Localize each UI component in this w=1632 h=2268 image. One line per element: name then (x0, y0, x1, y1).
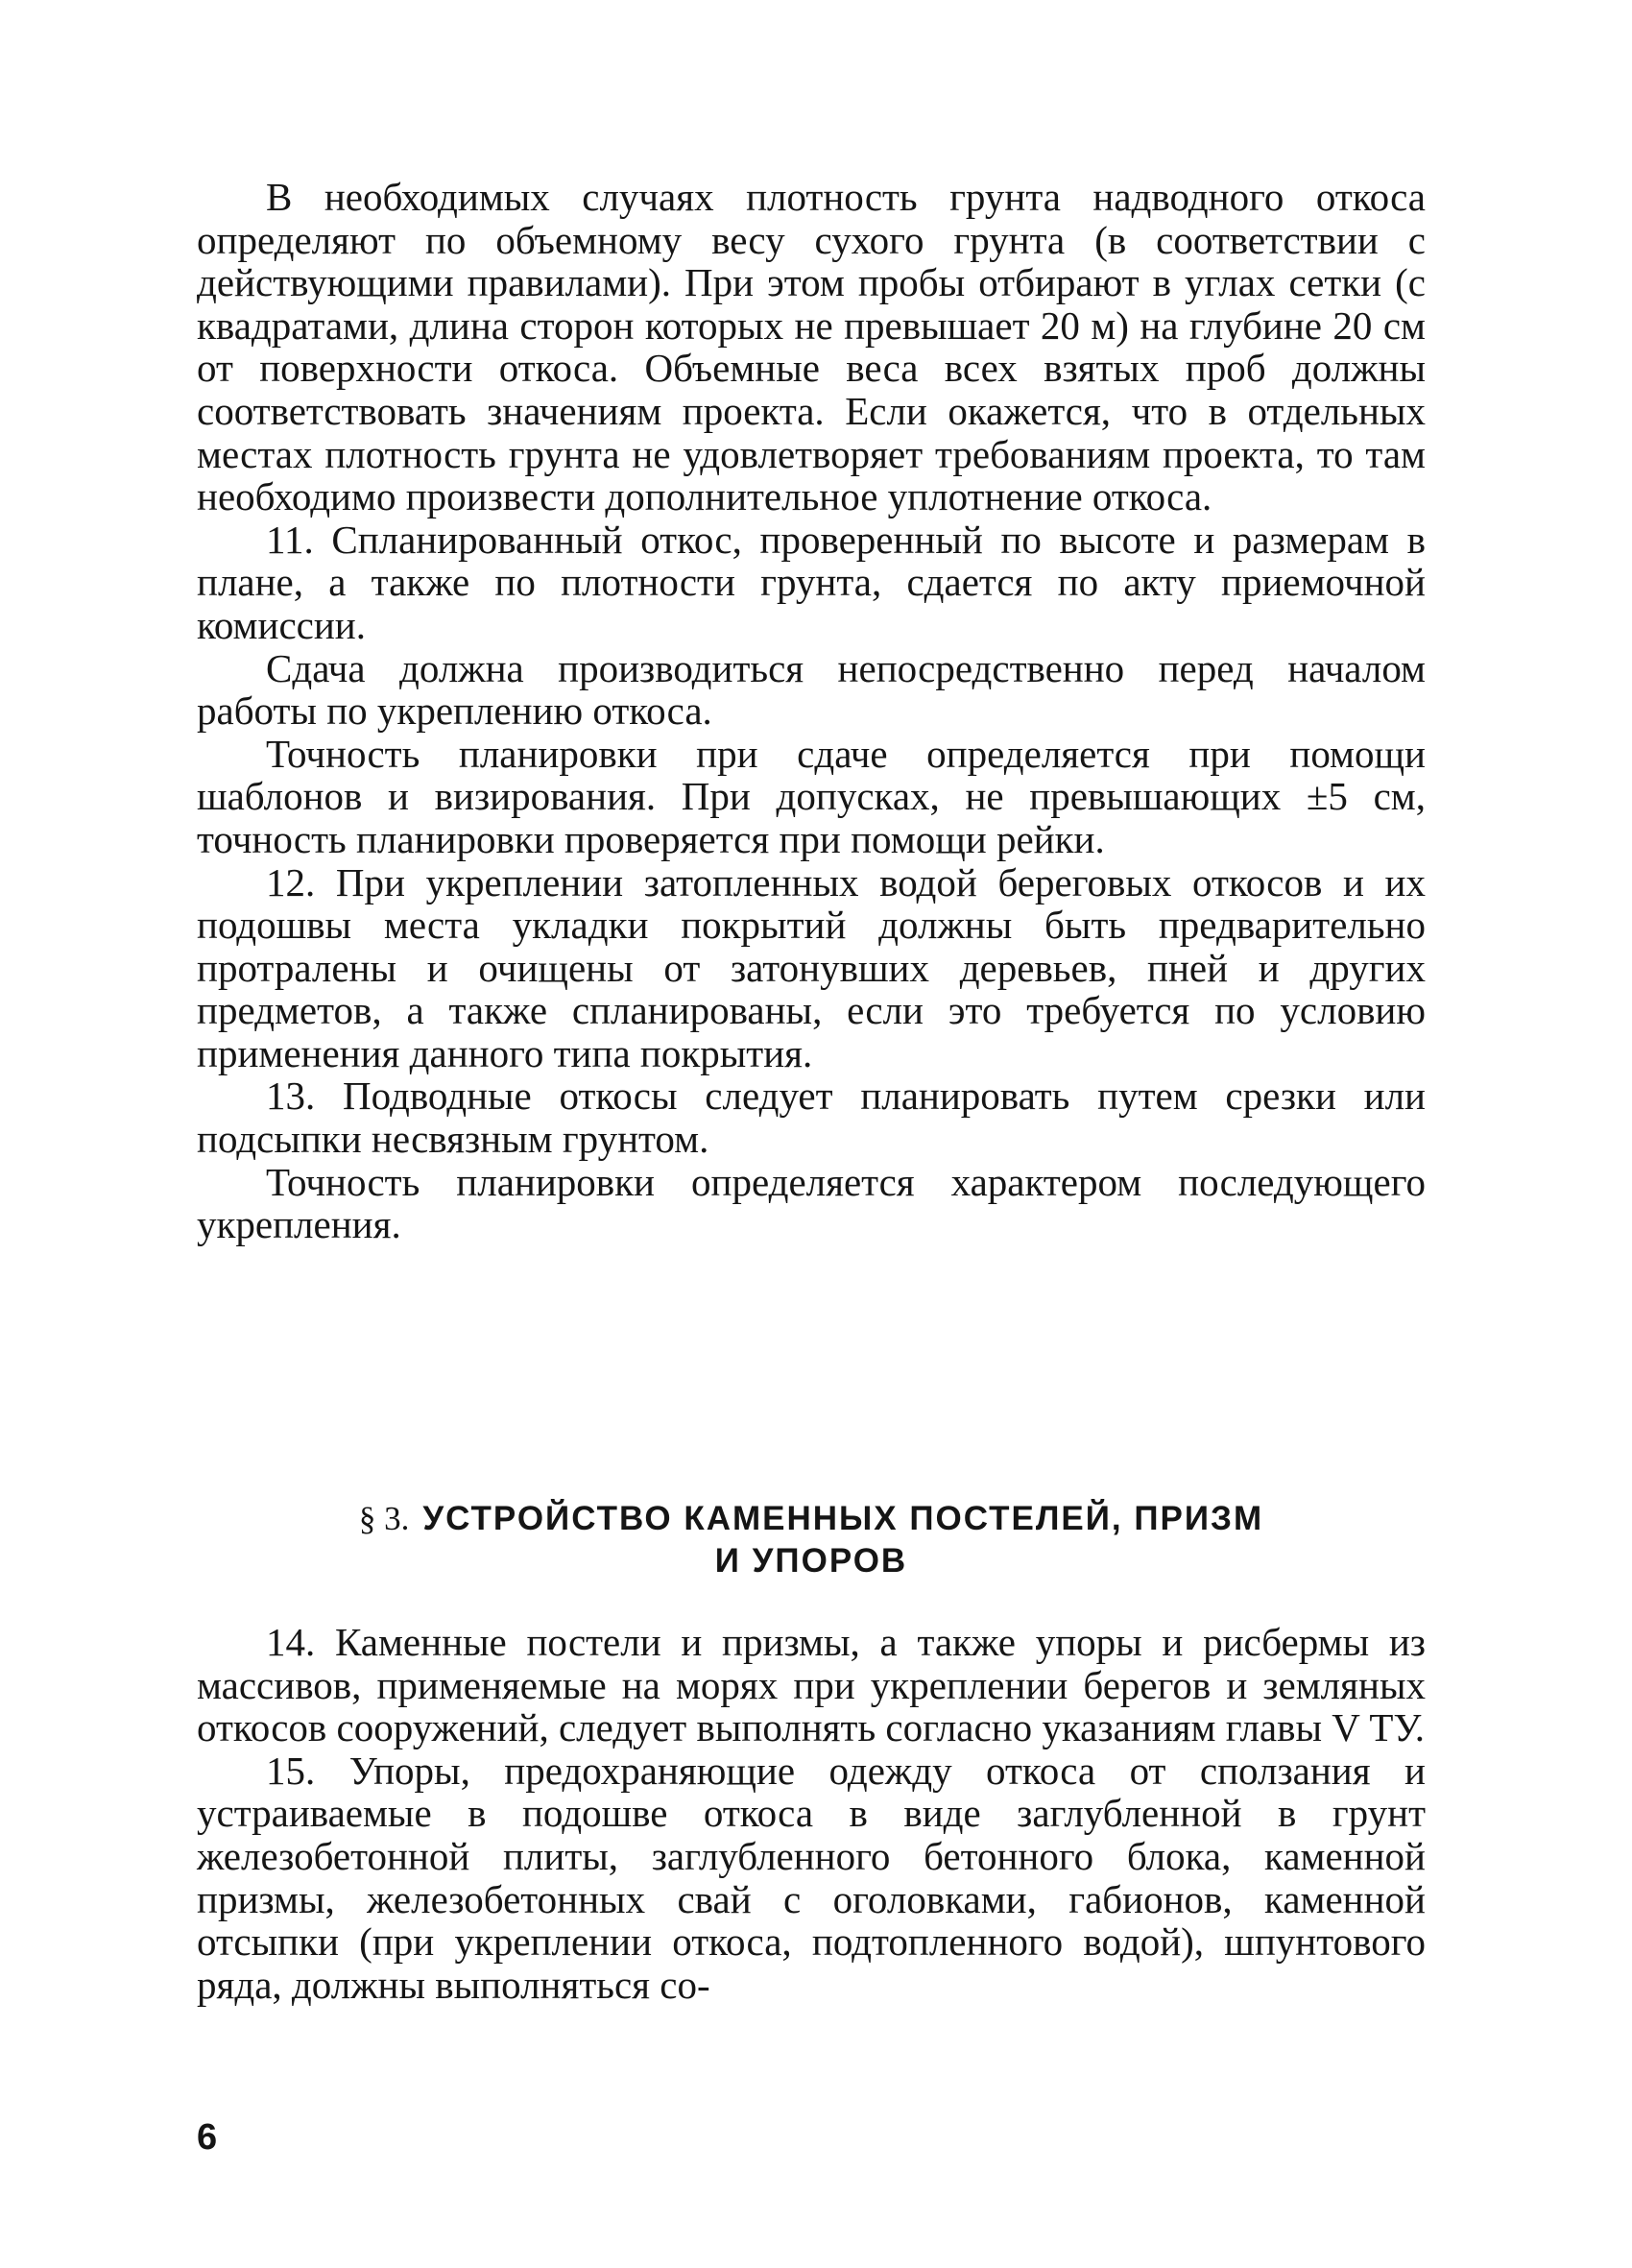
paragraph-item-11: 11. Спланированный откос, проверенный по высоте и размерам в плане, а также по плотности грунта, сдается по акту приемочной комиссии. (197, 517, 1426, 647)
paragraph-handover: Сдача должна производиться непосредственно перед началом работы по укреплению откоса. (197, 645, 1426, 734)
section-heading (197, 1498, 1426, 1582)
paragraph-planning-accuracy: Точность планировки при сдаче определяется при помощи шаблонов и визирования. При допусках, не превышающих ±5 см, точность планировки проверяется при помощи рейки. (197, 731, 1426, 861)
paragraph-accuracy-followup: Точность планировки определяется характером последующего укрепления. (197, 1159, 1426, 1247)
section-number: § 3. (358, 1500, 410, 1537)
paragraph-item-15: 15. Упоры, предохраняющие одежду откоса от сползания и устраиваемые в подошве откоса в виде заглубленной в грунт железобетонной плиты, заглубленного бетонного блока, каменной призмы, железобетонных свай с оголовками, габионов, каменной отсыпки (при укреплении откоса, подтопленного водой), шпунтового ряда, должны выполняться со- (197, 1748, 1426, 2007)
section-title-part-1: УСТРОЙСТВО КАМЕННЫХ ПОСТЕЛЕЙ, ПРИЗМ (422, 1500, 1264, 1537)
page-number: 6 (197, 2117, 218, 2158)
section-heading-line-1 (197, 1498, 1426, 1540)
text-block-bottom (197, 1621, 1426, 2006)
paragraph-density-check: В необходимых случаях плотность грунта надводного откоса определяют по объемному весу сухого грунта (в соответствии с действующими правилами). При этом пробы отбирают в углах сетки (с квадратами, длина сторон которых не превышает 20 м) на глубине 20 см от поверхности откоса. Объемные веса всех взятых проб должны соответствовать значениям проекта. Если окажется, что в отдельных местах плотность грунта не удовлетворяет требованиям проекта, то там необходимо произвести дополнительное уплотнение откоса. (197, 175, 1426, 519)
paragraph-item-14: 14. Каменные постели и призмы, а также упоры и рисбермы из массивов, применяемые на морях при укреплении берегов и земляных откосов сооружений, следует выполнять согласно указаниям главы V ТУ. (197, 1620, 1426, 1750)
section-title-part-2: И УПОРОВ (714, 1542, 908, 1580)
text-block-top (197, 176, 1426, 1246)
paragraph-item-13: 13. Подводные откосы следует планировать путем срезки или подсыпки несвязным грунтом. (197, 1074, 1426, 1162)
paragraph-item-12: 12. При укреплении затопленных водой береговых откосов и их подошвы места укладки покрытий должны быть предварительно протралены и очищены от затонувших деревьев, пней и других предметов, а также спланированы, если это требуется по условию применения данного типа покрытия. (197, 859, 1426, 1075)
